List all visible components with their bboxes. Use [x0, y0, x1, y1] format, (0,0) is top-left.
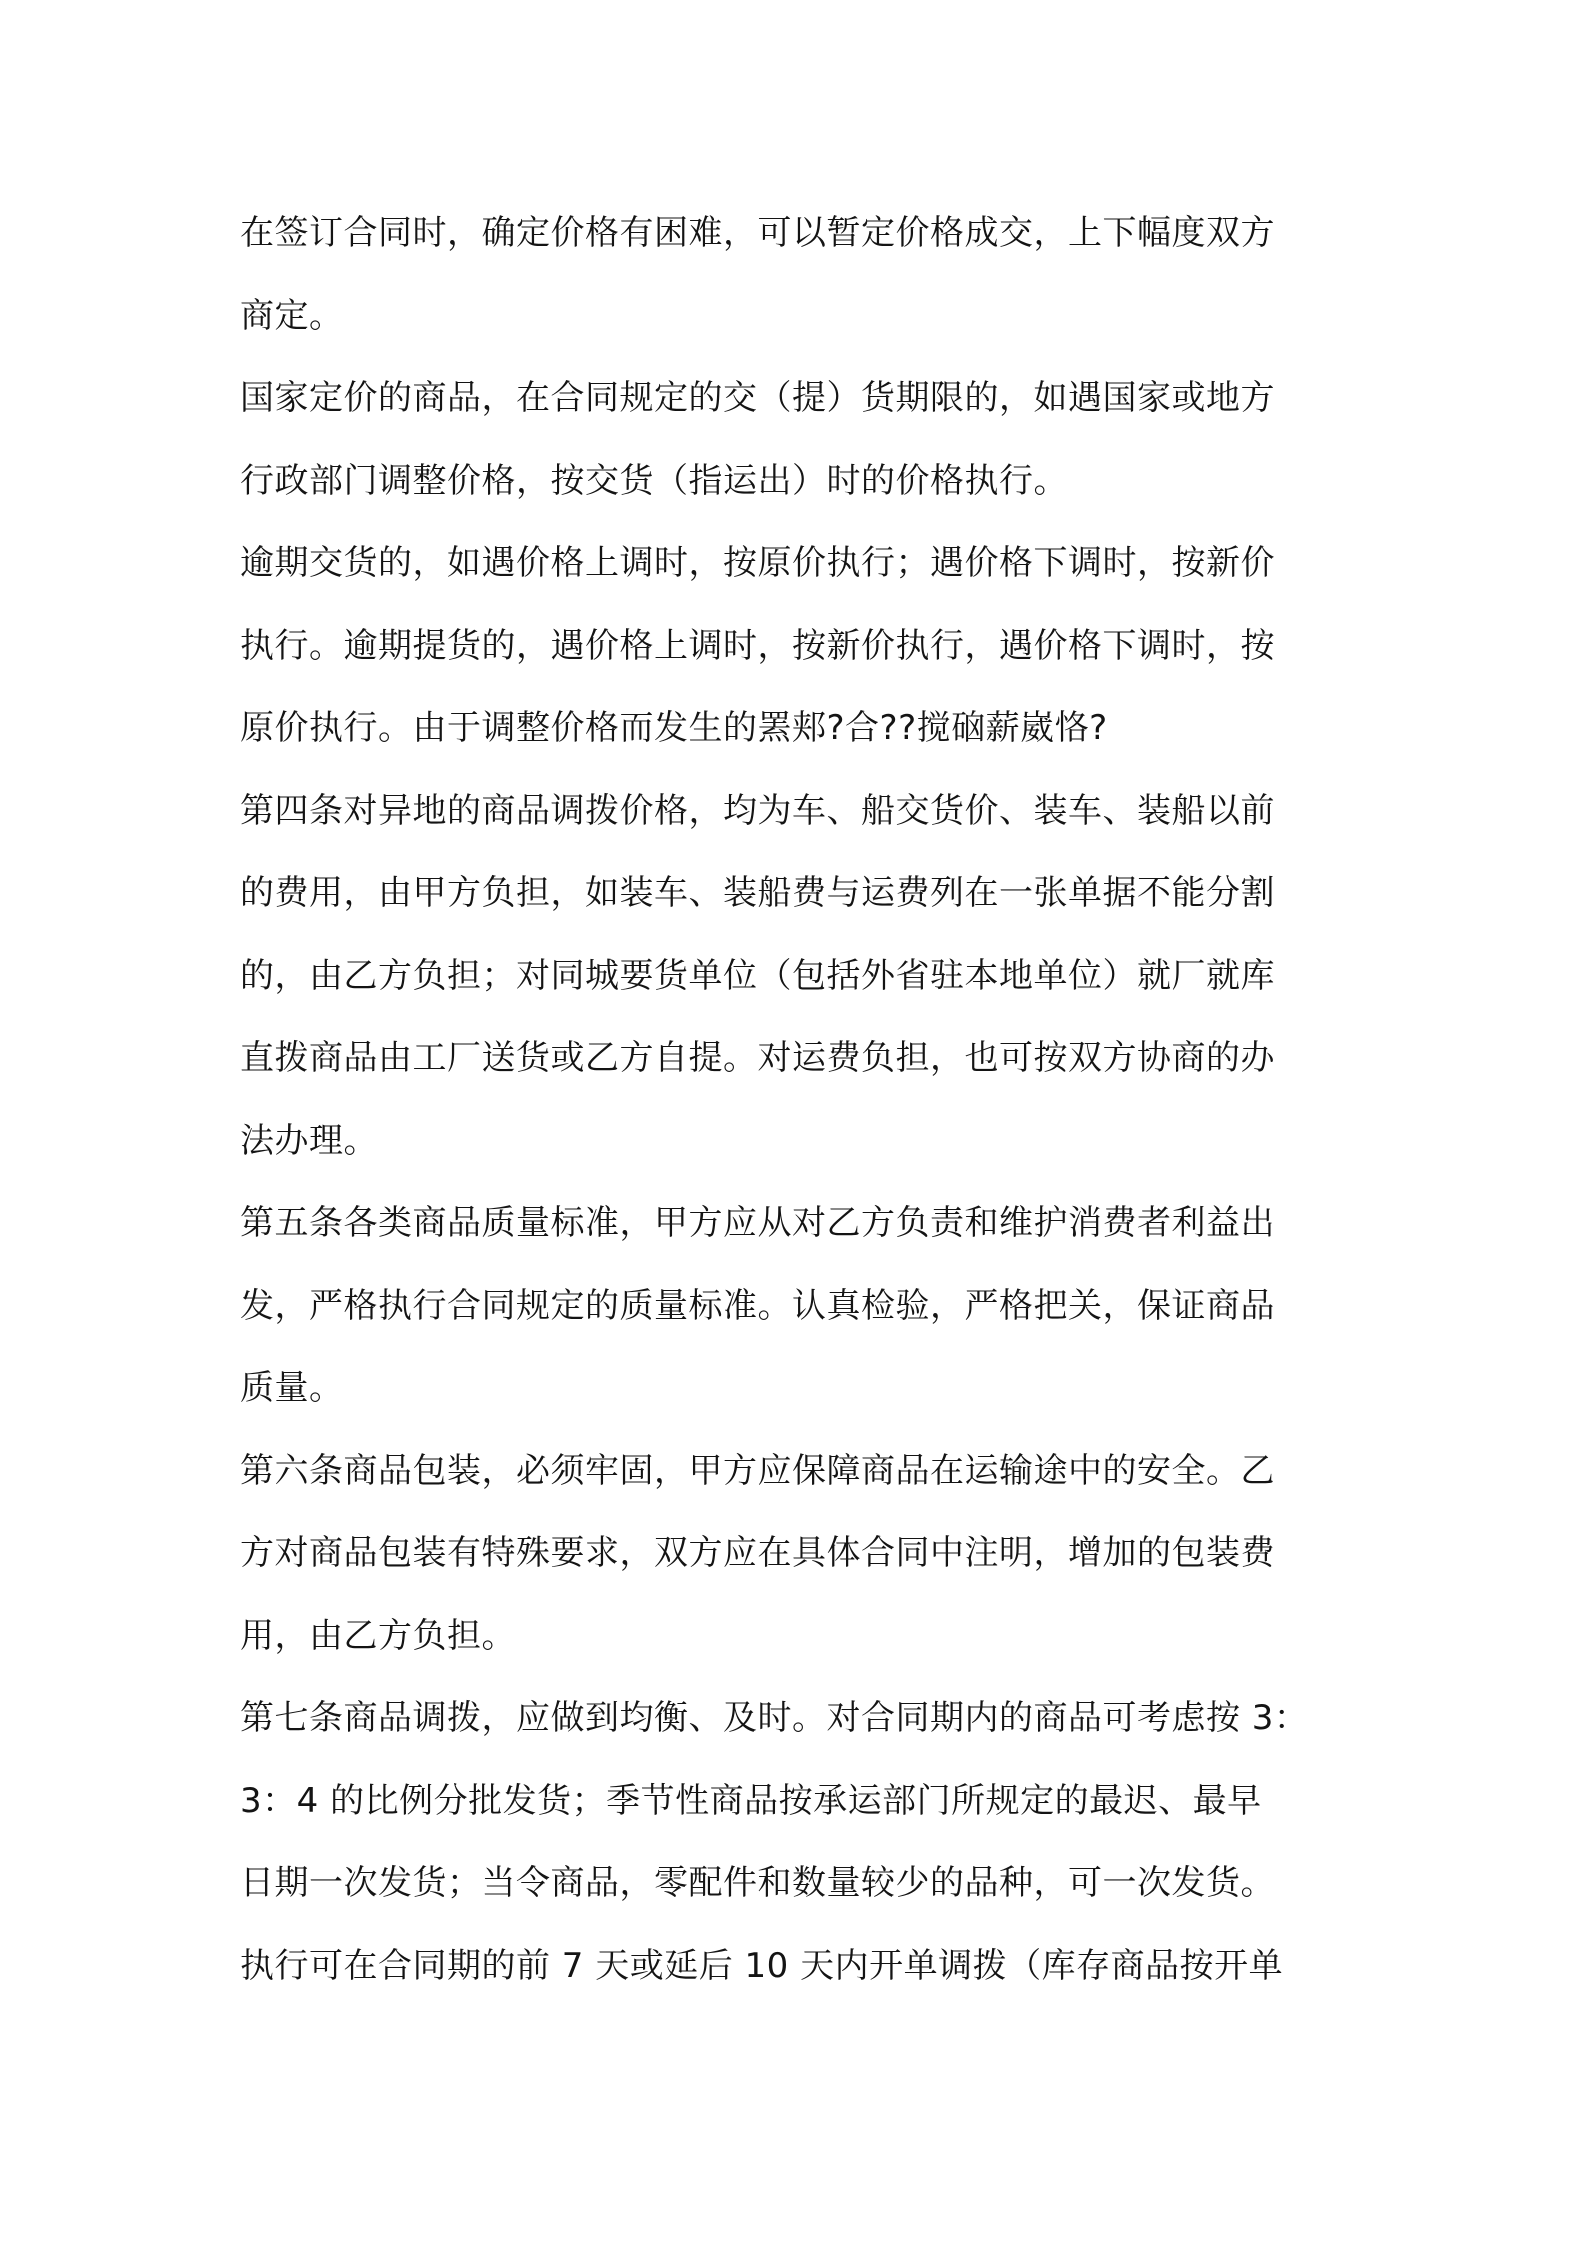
document-body — [240, 192, 1350, 2007]
text-line: 质量。 — [240, 1368, 344, 1408]
text-line: 用，由乙方负担。 — [240, 1615, 516, 1656]
text-line: 行政部门调整价格，按交货（指运出）时的价格执行。 — [240, 460, 1068, 501]
text-line: 执行可在合同期的前 7 天或延后 10 天内开单调拨（库存商品按开单 — [240, 1945, 1284, 1986]
text-line: 方对商品包装有特殊要求，双方应在具体合同中注明，增加的包装费 — [240, 1533, 1275, 1573]
text-line: 法办理。 — [240, 1120, 378, 1161]
text-line: 执行。逾期提货的，遇价格上调时，按新价执行，遇价格下调时，按 — [240, 625, 1275, 666]
text-line: 第四条对异地的商品调拨价格，均为车、船交货价、装车、装船以前 — [240, 790, 1275, 831]
text-line: 发，严格执行合同规定的质量标准。认真检验，严格把关，保证商品 — [240, 1285, 1275, 1326]
text-line: 3：4 的比例分批发货；季节性商品按承运部门所规定的最迟、最早 — [240, 1780, 1262, 1821]
text-line: 的费用，由甲方负担，如装车、装船费与运费列在一张单据不能分割 — [240, 873, 1275, 913]
text-line: 第七条商品调拨，应做到均衡、及时。对合同期内的商品可考虑按 3： — [240, 1698, 1309, 1738]
text-line: 在签订合同时，确定价格有困难，可以暂定价格成交，上下幅度双方 — [240, 213, 1275, 253]
text-line: 商定。 — [240, 295, 344, 336]
text-line: 直拨商品由工厂送货或乙方自提。对运费负担，也可按双方协商的办 — [240, 1038, 1275, 1078]
text-line: 第五条各类商品质量标准，甲方应从对乙方负责和维护消费者利益出 — [240, 1203, 1275, 1243]
text-line: 逾期交货的，如遇价格上调时，按原价执行；遇价格下调时，按新价 — [240, 543, 1275, 583]
text-line: 国家定价的商品，在合同规定的交（提）货期限的，如遇国家或地方 — [240, 378, 1275, 418]
text-line: 第六条商品包装，必须牢固，甲方应保障商品在运输途中的安全。乙 — [240, 1450, 1275, 1491]
text-line: 的，由乙方负担；对同城要货单位（包括外省驻本地单位）就厂就库 — [240, 955, 1275, 996]
text-line: 日期一次发货；当令商品，零配件和数量较少的品种，可一次发货。 — [240, 1863, 1275, 1903]
text-line: 原价执行。由于调整价格而发生的罴郏?合??搅硇薪崴恪? — [240, 708, 1108, 748]
